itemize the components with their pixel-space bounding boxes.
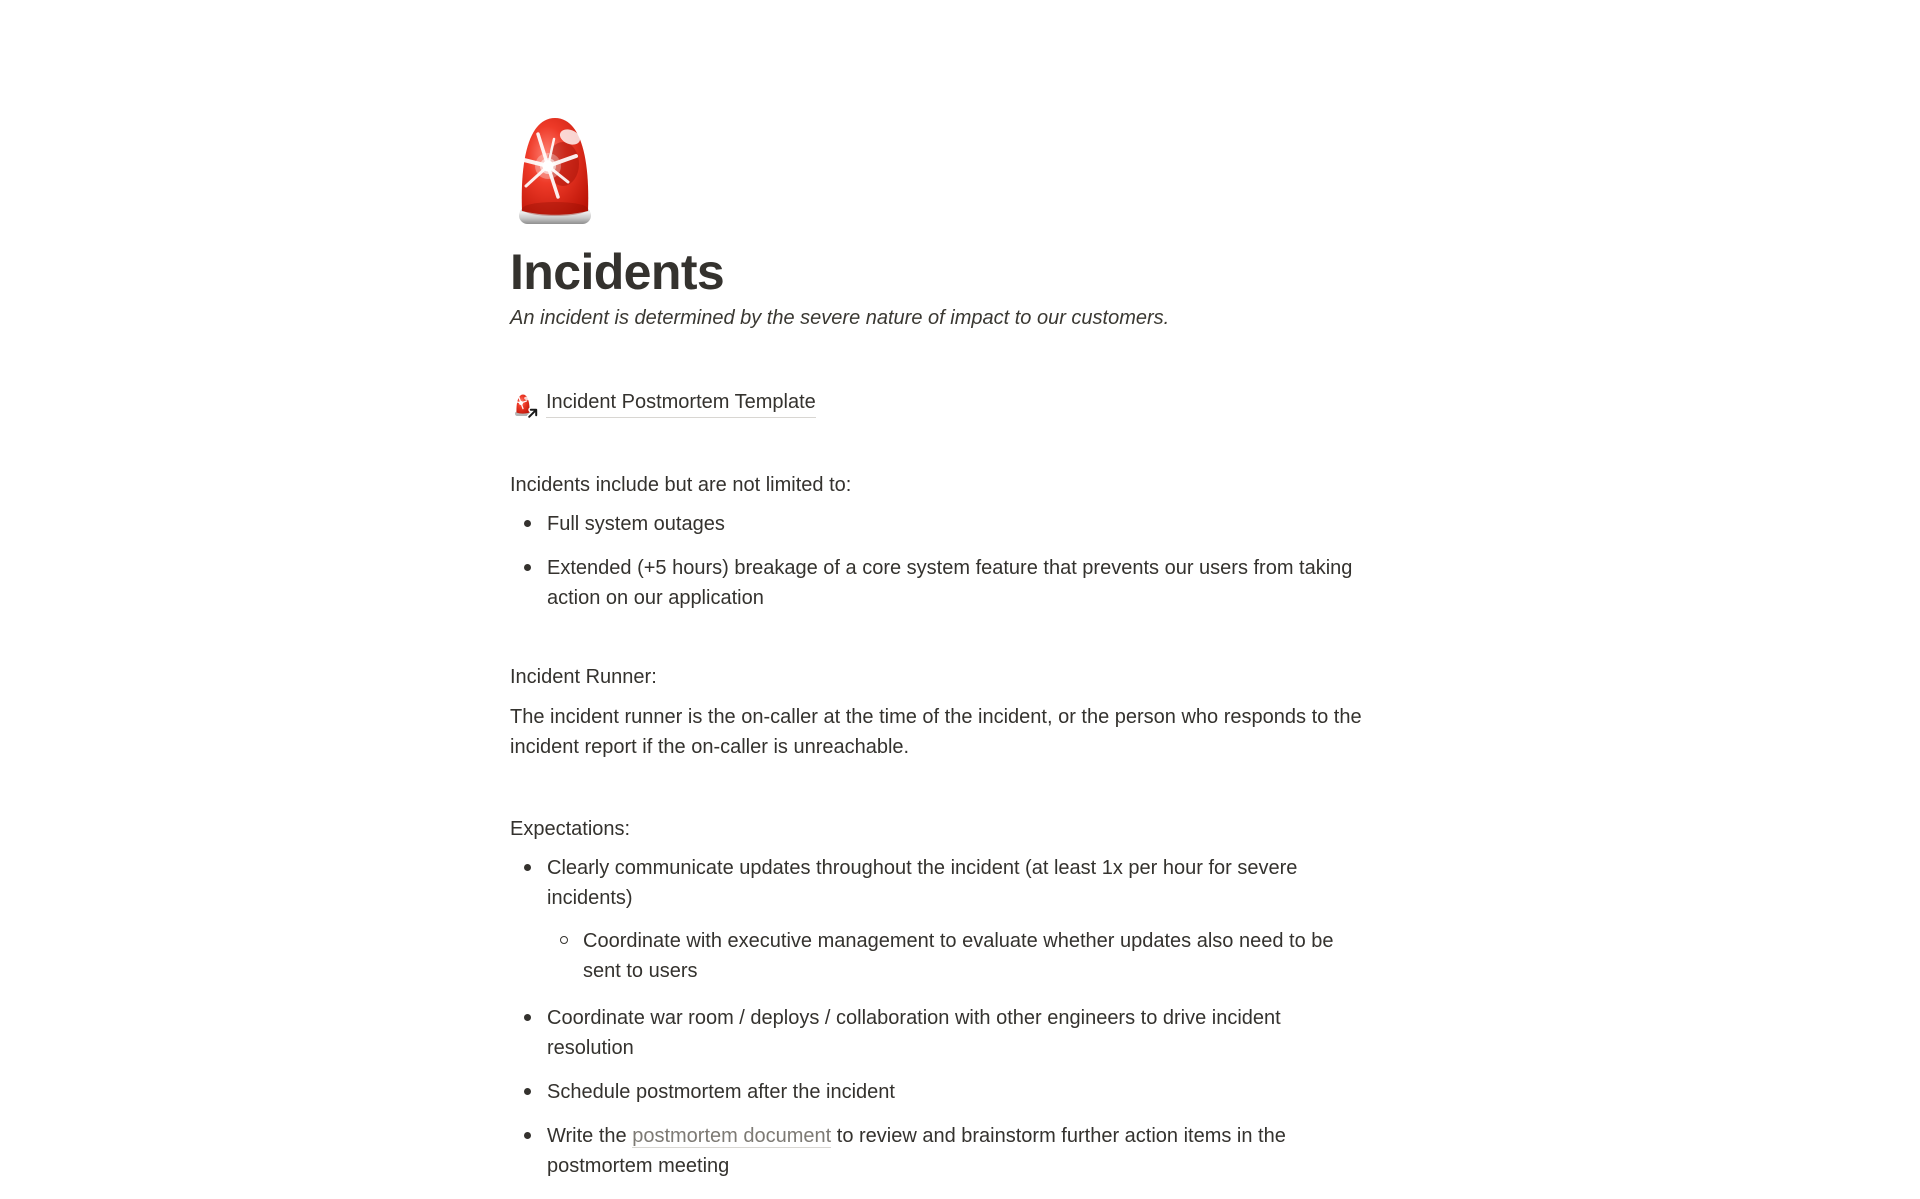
incidents-intro-text[interactable]: Incidents include but are not limited to: <box>510 474 852 496</box>
list-item[interactable] <box>510 1118 1362 1184</box>
bullet-icon <box>524 1014 531 1021</box>
list-item-text[interactable]: Write the <box>547 1125 633 1147</box>
list-item[interactable] <box>510 850 1362 992</box>
page-title[interactable]: Incidents <box>510 244 725 300</box>
bullet-icon <box>524 864 531 871</box>
list-item-text[interactable]: Coordinate war room / deploys / collaboration with other engineers to drive incident resolution <box>547 1007 1281 1059</box>
sub-list-item[interactable] <box>546 923 1353 989</box>
list-item[interactable] <box>510 1000 1362 1066</box>
list-item-text[interactable]: Clearly communicate updates throughout the incident (at least 1x per hour for severe incidents) <box>547 857 1298 909</box>
page-link-label[interactable]: Incident Postmortem Template <box>546 389 816 418</box>
list-item[interactable] <box>510 550 1362 616</box>
notion-page <box>510 0 1410 1184</box>
expectations-heading[interactable]: Expectations: <box>510 818 631 840</box>
expectations-list <box>510 850 1410 1184</box>
incident-runner-description[interactable]: The incident runner is the on-caller at the time of the incident, or the person who responds to the incident report if the on-caller is unreachable. <box>510 706 1362 758</box>
list-item-text[interactable]: to review and brainstorm further action items in the postmortem meeting <box>547 1125 1286 1177</box>
bullet-icon <box>524 564 531 571</box>
postmortem-page-beacon-icon <box>510 391 536 417</box>
list-item-text[interactable]: Schedule postmortem after the incident <box>547 1081 895 1103</box>
bullet-icon <box>524 520 531 527</box>
page-subtitle[interactable]: An incident is determined by the severe nature of impact to our customers. <box>510 307 1170 329</box>
incident-postmortem-template-page-link[interactable] <box>510 389 816 418</box>
open-page-arrow-icon <box>526 406 540 420</box>
list-item-text[interactable]: Full system outages <box>547 513 725 535</box>
list-item[interactable] <box>510 1074 1362 1110</box>
rotating-beacon-emoji-icon[interactable] <box>510 112 600 226</box>
bullet-icon <box>524 1132 531 1139</box>
list-item-text[interactable]: Extended (+5 hours) breakage of a core system feature that prevents our users from taking action on our application <box>547 557 1353 609</box>
incident-types-list <box>510 506 1410 616</box>
bullet-icon <box>524 1088 531 1095</box>
list-item[interactable] <box>510 506 1362 542</box>
list-item-text[interactable]: Coordinate with executive management to evaluate whether updates also need to be sent to users <box>583 930 1334 982</box>
sub-bullet-icon <box>560 936 568 944</box>
postmortem-document-link[interactable]: postmortem document <box>632 1125 832 1147</box>
expectations-sublist <box>546 923 1362 989</box>
incident-runner-heading[interactable]: Incident Runner: <box>510 666 657 688</box>
